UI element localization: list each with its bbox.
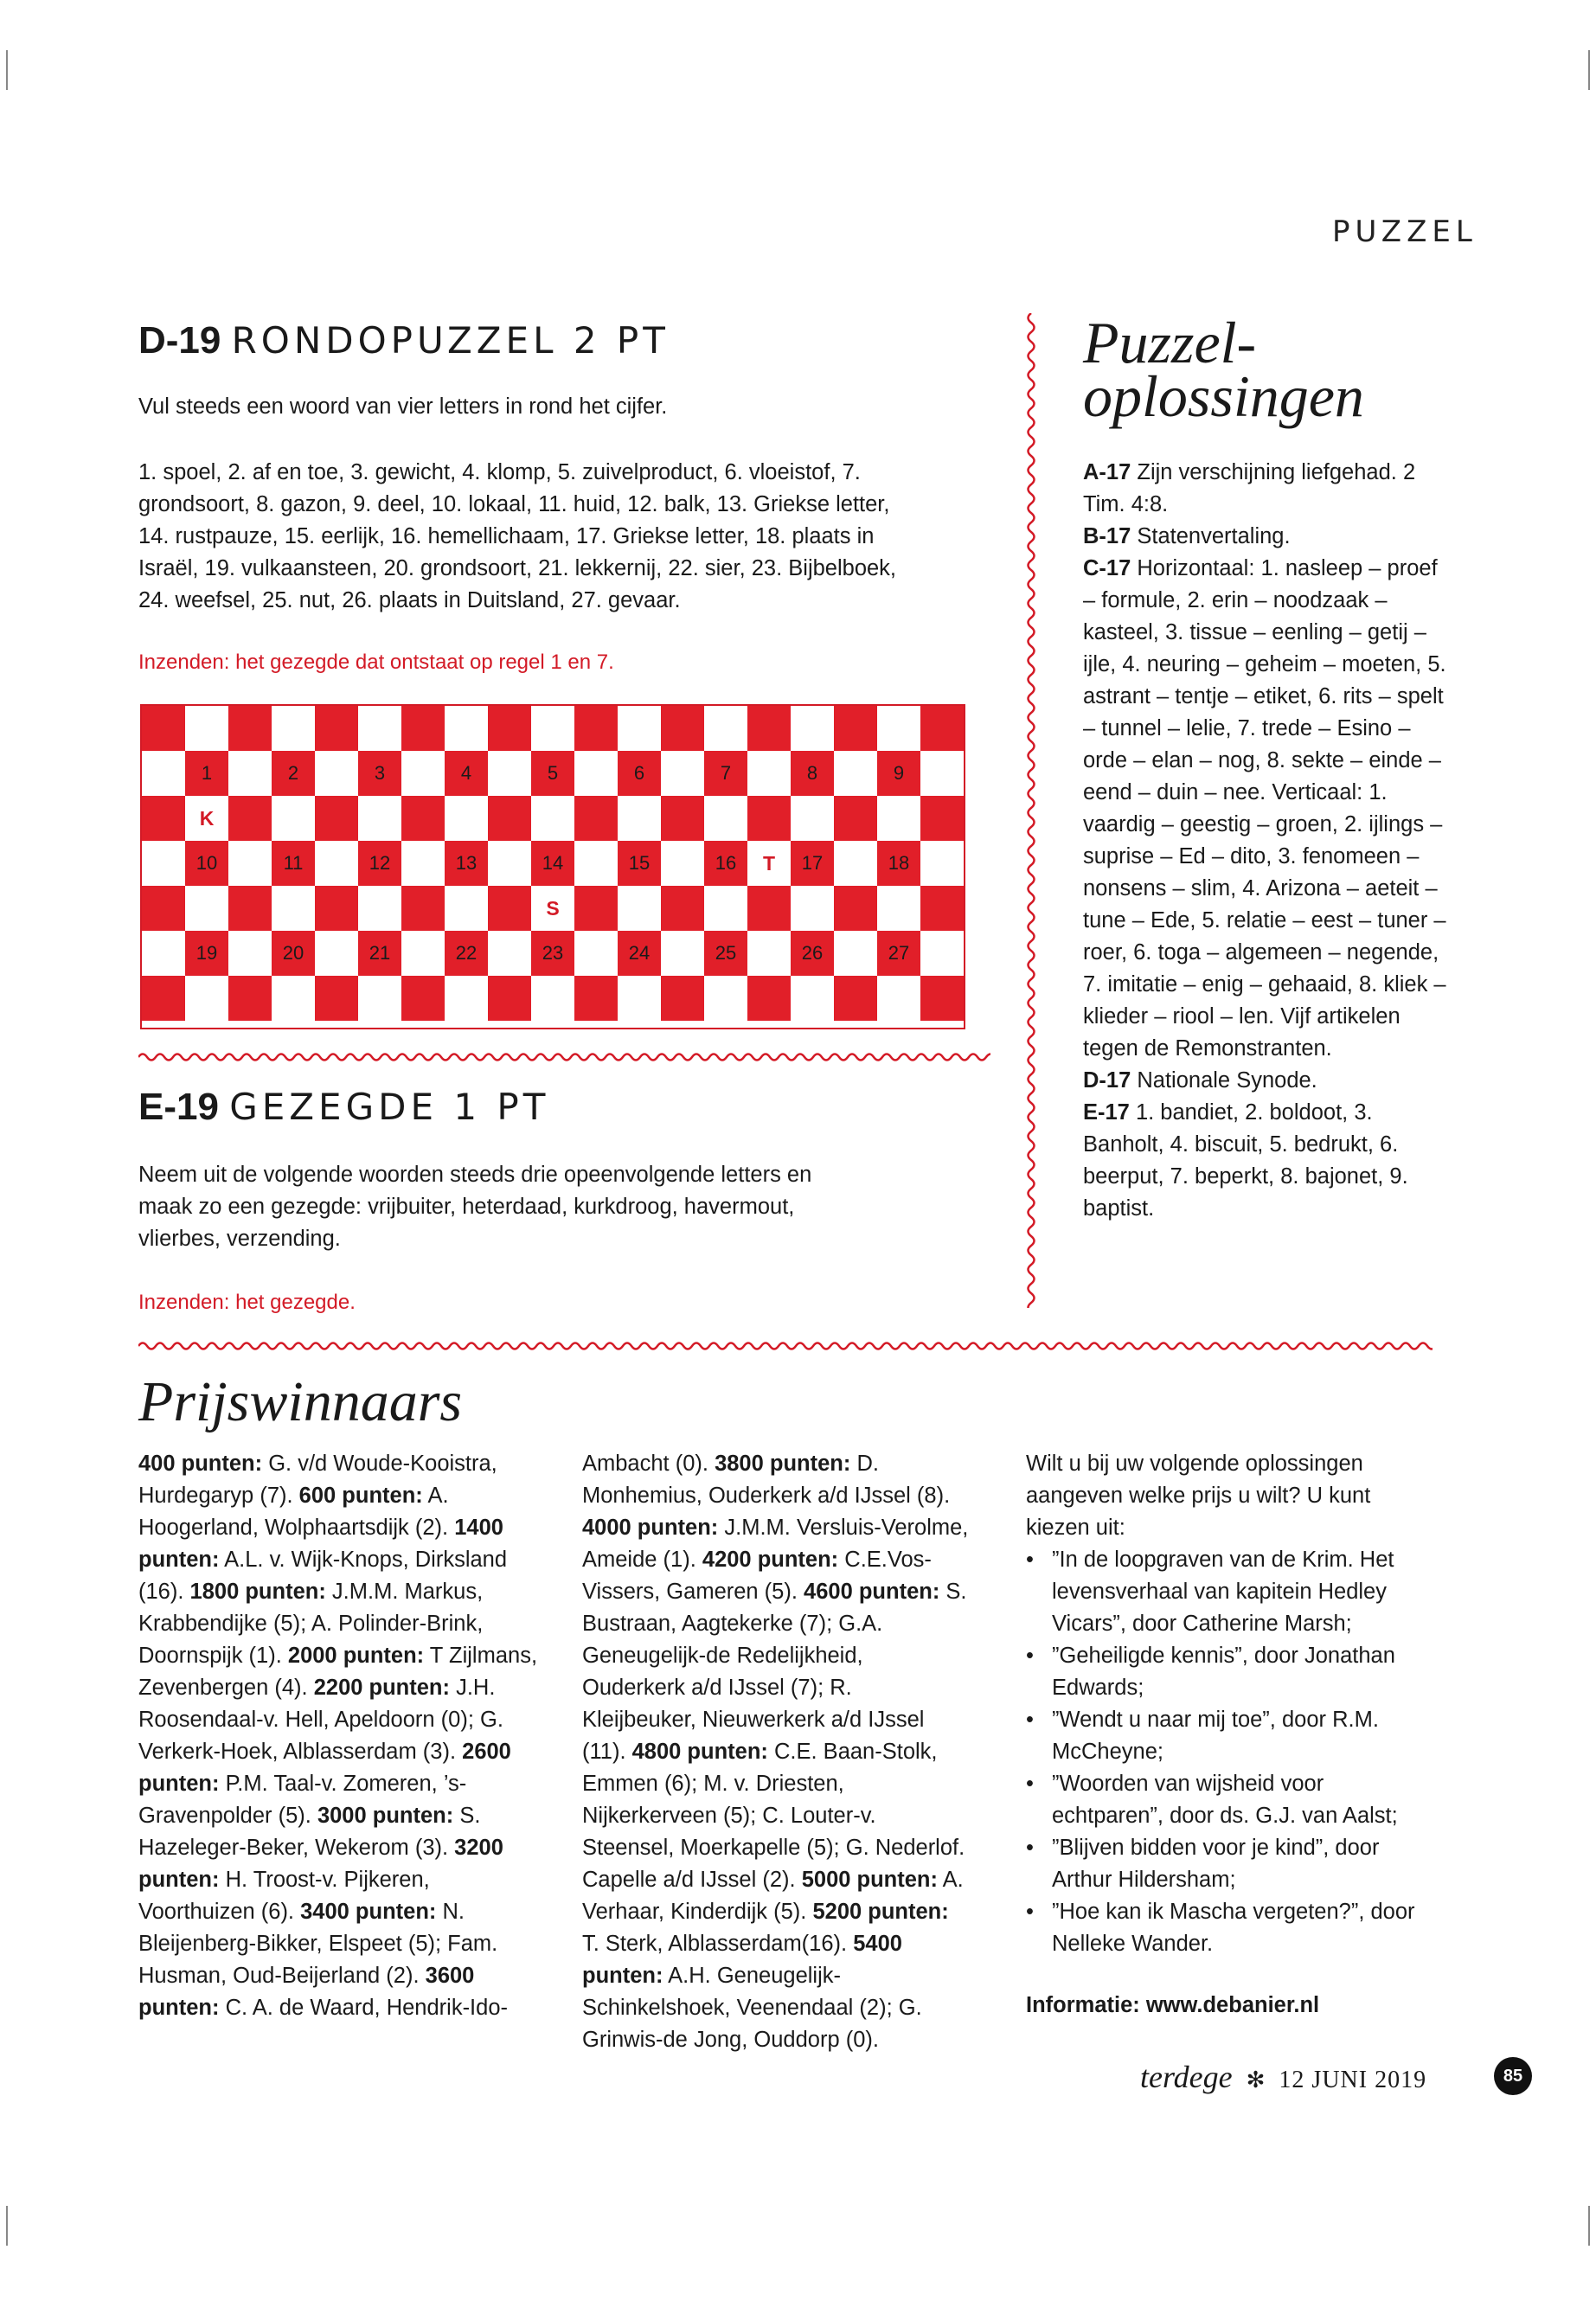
winner-names: C. A. de Waard, Hendrik-Ido- [219,1996,509,2020]
grid-cell [228,751,272,796]
grid-cell [834,976,877,1021]
grid-cell [791,841,834,886]
d19-submit: Inzenden: het gezegde dat ontstaat op regel 1 en 7. [138,651,614,674]
grid-cell [704,751,747,796]
grid-cell [791,931,834,976]
solution-entry [1083,521,1446,553]
solution-code: A-17 [1083,460,1131,484]
winners-heading: Prijswinnaars [138,1370,463,1433]
grid-cell [315,796,358,841]
prize-intro: Wilt u bij uw volgende oplossingen aangeven welke prijs u wilt? U kunt kiezen uit: [1026,1452,1371,1540]
grid-cell [185,886,228,931]
points-label: 1800 punten: [189,1580,326,1604]
crop-mark [6,50,8,90]
grid-cell [618,931,661,976]
grid-cell [445,931,488,976]
grid-number: 8 [806,762,818,784]
grid-cell [661,976,704,1021]
prize-item: • ”In de loopgraven van de Krim. Het levensverhaal van kapitein Hedley Vicars”, door Catherine Marsh; [1026,1544,1433,1640]
grid-number: 25 [715,942,737,964]
grid-number: 4 [460,762,472,784]
grid-number: 1 [201,762,213,784]
points-label: 400 punten: [138,1452,263,1476]
grid-cell [661,706,704,751]
points-label: 2600 punten: [138,1740,511,1796]
grid-cell [445,976,488,1021]
grid-cell [185,931,228,976]
winners-col2 [582,1448,970,2056]
grid-cell [747,886,791,931]
grid-cell [315,841,358,886]
wavy-divider [138,1048,990,1066]
grid-cell [531,931,574,976]
grid-cell [704,706,747,751]
d19-code: D-19 [138,319,221,362]
grid-cell [142,841,185,886]
grid-cell [877,886,920,931]
grid-cell [920,751,964,796]
grid-cell [272,706,315,751]
grid-cell [834,751,877,796]
winner-names: C.E. Baan-Stolk, Emmen (6); M. v. Driesten, Nijkerkerveen (5); C. Louter-v. Steensel, Moerkapelle (5); G. Nederlof. Capelle a/d IJssel (2). [582,1740,965,1892]
grid-number: 15 [628,852,651,874]
grid-cell [618,841,661,886]
grid-cell [618,796,661,841]
grid-cell [704,841,747,886]
solution-text: 1. bandiet, 2. boldoot, 3. Banholt, 4. biscuit, 5. bedrukt, 6. beerput, 7. beperkt, 8. bajonet, 9. baptist. [1083,1100,1408,1221]
e19-title [138,1088,549,1126]
grid-cell [401,976,445,1021]
grid-cell [618,976,661,1021]
grid-cell [618,886,661,931]
e19-line: maak zo een gezegde: vrijbuiter, heterdaad, kurkdroog, havermout, [138,1195,795,1219]
grid-cell [574,796,618,841]
grid-number: 21 [369,942,391,964]
points-label: 4000 punten: [582,1516,719,1540]
winner-names: Ambacht (0). [582,1452,715,1476]
grid-cell [920,706,964,751]
grid-cell [142,751,185,796]
winner-names: H. Troost-v. Pijkeren, Voorthuizen (6). [138,1868,430,1924]
grid-cell [920,796,964,841]
grid-cell [228,976,272,1021]
winner-names: P.M. Taal-v. Zomeren, ’s-Gravenpolder (5). [138,1772,467,1828]
grid-cell [791,751,834,796]
e19-submit: Inzenden: het gezegde. [138,1291,356,1314]
grid-cell [618,706,661,751]
solutions-heading [1083,310,1364,429]
grid-cell [358,751,401,796]
winner-names: T Zijlmans, Zevenbergen (4). [138,1644,538,1700]
grid-cell [747,931,791,976]
grid-cell [920,886,964,931]
winner-names: S. Bustraan, Aagtekerke (7); G.A. Geneugelijk-de Redelijkheid, Ouderkerk a/d IJssel (7); R. Kleijbeuker, Nieuwerkerk a/d IJssel (11). [582,1580,967,1764]
grid-cell [661,886,704,931]
grid-cell [704,976,747,1021]
grid-cell [574,886,618,931]
grid-number: 19 [195,942,218,964]
clue-line: 24. weefsel, 25. nut, 26. plaats in Duitsland, 27. gevaar. [138,588,681,612]
solutions-heading-line1: Puzzel- [1083,310,1257,375]
grid-cell [574,841,618,886]
grid-cell [142,886,185,931]
grid-cell [142,706,185,751]
points-label: 5000 punten: [801,1868,938,1892]
grid-cell [272,751,315,796]
grid-number: 27 [888,942,910,964]
grid-cell [401,706,445,751]
winners-col3 [1026,1448,1433,2022]
grid-cell [877,751,920,796]
grid-cell [877,706,920,751]
grid-cell [488,796,531,841]
solution-text: Nationale Synode. [1131,1068,1317,1093]
grid-cell [228,841,272,886]
grid-cell [445,886,488,931]
crop-mark [1588,50,1590,90]
e19-code: E-19 [138,1086,219,1128]
winner-names: S. Hazeleger-Beker, Wekerom (3). [138,1804,481,1860]
grid-cell [185,796,228,841]
grid-cell [834,841,877,886]
vertical-wavy-divider [1021,313,1042,1308]
grid-number: 12 [369,852,391,874]
info-line: Informatie: www.debanier.nl [1026,1993,1320,2017]
grid-cell [358,841,401,886]
clue-line: 1. spoel, 2. af en toe, 3. gewicht, 4. klomp, 5. zuivelproduct, 6. vloeistof, 7. [138,460,861,484]
prize-item: • ”Hoe kan ik Mascha vergeten?”, door Nelleke Wander. [1026,1896,1433,1960]
solution-text: Zijn verschijning liefgehad. 2 Tim. 4:8. [1083,460,1416,516]
grid-number: 11 [283,852,304,874]
grid-cell [531,841,574,886]
grid-cell [142,796,185,841]
points-label: 2000 punten: [287,1644,425,1668]
winner-names: J.M.M. Versluis-Verolme, Ameide (1). [582,1516,969,1572]
grid-cell [185,841,228,886]
points-label: 600 punten: [298,1484,423,1508]
points-label: 5200 punten: [812,1900,949,1924]
grid-cell [185,751,228,796]
grid-cell [228,706,272,751]
solution-text: Statenvertaling. [1131,524,1291,548]
e19-line: Neem uit de volgende woorden steeds drie opeenvolgende letters en [138,1163,812,1187]
prize-item: • ”Blijven bidden voor je kind”, door Arthur Hildersham; [1026,1832,1433,1896]
grid-cell [574,976,618,1021]
grid-cell [358,706,401,751]
points-label: 3600 punten: [138,1964,475,2020]
grid-cell [704,796,747,841]
footer-brand: terdege [1140,2060,1233,2094]
e19-text [138,1159,1003,1255]
grid-number: 23 [542,942,564,964]
winner-names: A. Verhaar, Kinderdijk (5). [582,1868,964,1924]
grid-number: 2 [287,762,299,784]
grid-cell [661,841,704,886]
asterisk-icon: ✻ [1246,2067,1266,2093]
d19-clues [138,457,1003,617]
winner-names: J.M.M. Markus, Krabbendijke (5); A. Polinder-Brink, Doornspijk (1). [138,1580,484,1668]
d19-instruction: Vul steeds een woord van vier letters in rond het cijfer. [138,394,668,419]
grid-letter: S [546,897,560,920]
grid-cell [747,796,791,841]
grid-cell [920,976,964,1021]
points-label: 5400 punten: [582,1932,902,1988]
grid-cell [488,751,531,796]
grid-cell [228,796,272,841]
winner-names: A.H. Geneugelijk-Schinkelshoek, Veenendaal (2); G. Grinwis-de Jong, Ouddorp (0). [582,1964,922,2052]
solution-code: D-17 [1083,1068,1131,1093]
grid-number: 6 [633,762,645,784]
crop-mark [1588,2206,1590,2246]
solution-code: B-17 [1083,524,1131,548]
grid-cell [877,931,920,976]
prize-item: • ”Geheiligde kennis”, door Jonathan Edwards; [1026,1640,1433,1704]
solution-entry [1083,457,1446,521]
grid-cell [704,886,747,931]
grid-number: 14 [542,852,564,874]
grid-cell [661,751,704,796]
grid-letter: T [762,852,776,875]
prize-list [1026,1544,1433,1960]
grid-number: 7 [720,762,732,784]
grid-cell [401,751,445,796]
grid-cell [401,841,445,886]
grid-cell [488,706,531,751]
winner-names: T. Sterk, Alblasserdam(16). [582,1932,854,1956]
grid-cell [834,706,877,751]
grid-cell [791,706,834,751]
grid-cell [791,976,834,1021]
footer-date: 12 JUNI 2019 [1279,2067,1427,2093]
grid-cell [531,976,574,1021]
grid-cell [531,886,574,931]
grid-number: 18 [888,852,910,874]
solution-code: C-17 [1083,556,1131,580]
solution-entry [1083,1097,1446,1225]
grid-cell [272,841,315,886]
winners-col1 [138,1448,541,2024]
grid-number: 5 [547,762,559,784]
grid-cell [791,886,834,931]
clue-line: Israël, 19. vulkaansteen, 20. grondsoort, 21. lekkernij, 22. sier, 23. Bijbelboek, [138,556,897,580]
solutions-list [1083,457,1446,1225]
points-label: 3000 punten: [317,1804,454,1828]
grid-number: 22 [455,942,478,964]
grid-cell [834,796,877,841]
grid-cell [315,886,358,931]
grid-cell [661,931,704,976]
grid-cell [142,976,185,1021]
grid-cell [531,751,574,796]
grid-cell [272,976,315,1021]
grid-cell [401,796,445,841]
grid-cell [834,931,877,976]
grid-number: 13 [455,852,478,874]
winner-names: J.H. Roosendaal-v. Hell, Apeldoorn (0); G. Verkerk-Hoek, Alblasserdam (3). [138,1676,503,1764]
grid-cell [574,931,618,976]
grid-cell [920,931,964,976]
grid-cell [445,796,488,841]
grid-cell [877,841,920,886]
winner-names: C.E.Vos-Vissers, Gameren (5). [582,1548,932,1604]
grid-cell [142,931,185,976]
grid-cell [401,886,445,931]
grid-cell [531,706,574,751]
footer [1140,2059,1426,2095]
points-label: 4800 punten: [631,1740,768,1764]
grid-cell [747,976,791,1021]
grid-number: 20 [282,942,304,964]
points-label: 3800 punten: [715,1452,851,1476]
grid-cell [488,886,531,931]
winner-names: A. Hoogerland, Wolphaartsdijk (2). [138,1484,455,1540]
grid-cell [185,706,228,751]
points-label: 3400 punten: [300,1900,437,1924]
grid-cell [358,886,401,931]
grid-cell [791,796,834,841]
winner-names: D. Monhemius, Ouderkerk a/d IJssel (8). [582,1452,951,1508]
grid-cell [358,976,401,1021]
solution-entry [1083,553,1446,1065]
winner-names: N. Bleijenberg-Bikker, Elspeet (5); Fam. Husman, Oud-Beijerland (2). [138,1900,498,1988]
points-label: 3200 punten: [138,1836,503,1892]
rondo-grid [140,704,965,1029]
prize-item: • ”Wendt u naar mij toe”, door R.M. McCheyne; [1026,1704,1433,1768]
grid-cell [618,751,661,796]
grid-cell [747,751,791,796]
grid-cell [661,796,704,841]
grid-cell [358,931,401,976]
grid-cell [531,796,574,841]
prize-item: • ”Woorden van wijsheid voor echtparen”, door ds. G.J. van Aalst; [1026,1768,1433,1832]
grid-cell [315,706,358,751]
winner-names: A.L. v. Wijk-Knops, Dirksland (16). [138,1548,508,1604]
grid-cell [272,931,315,976]
grid-number: 3 [374,762,386,784]
grid-cell [401,931,445,976]
grid-cell [315,976,358,1021]
grid-cell [228,931,272,976]
grid-cell [315,751,358,796]
grid-cell [574,751,618,796]
grid-cell [877,976,920,1021]
grid-cell [445,706,488,751]
grid-cell [920,841,964,886]
grid-cell [488,841,531,886]
d19-title [138,319,670,362]
grid-cell [272,886,315,931]
d19-name: RONDOPUZZEL 2 PT [231,319,670,362]
solution-entry [1083,1065,1446,1097]
section-label: PUZZEL [1332,215,1477,249]
solution-code: E-17 [1083,1100,1130,1125]
solution-text: Horizontaal: 1. nasleep – proef – formule, 2. erin – noodzaak – kasteel, 3. tissue – eenling – getij – ijle, 4. neuring – geheim – moeten, 5. astrant – tentje – etiket, 6. rits – spelt – tunnel – lelie, 7. trede – Esino – orde – elan – nog, 8. sekte – einde – eend – duin – nee. Verticaal: 1. vaardig – geestig – groen, 2. ijlings – suprise – Ed – dito, 3. fenomeen – nonsens – slim, 4. Arizona – aeteit – tune – Ede, 5. relatie – eest – tuner – roer, 6. toga – algemeen – negende, 7. imitatie – enig – gehaaid, 8. kliek – klieder – riool – len. Vijf artikelen tegen de Remonstranten. [1083,556,1446,1061]
wavy-divider [138,1337,1433,1355]
grid-cell [445,751,488,796]
grid-cell [358,796,401,841]
e19-line: vlierbes, verzending. [138,1227,341,1251]
grid-letter: K [199,807,215,830]
winner-names: G. v/d Woude-Kooistra, Hurdegaryp (7). [138,1452,497,1508]
grid-number: 16 [715,852,737,874]
grid-number: 10 [195,852,218,874]
grid-cell [228,886,272,931]
grid-cell [488,976,531,1021]
e19-name: GEZEGDE 1 PT [229,1086,550,1128]
points-label: 1400 punten: [138,1516,503,1572]
clue-line: grondsoort, 8. gazon, 9. deel, 10. lokaal, 11. huid, 12. balk, 13. Griekse letter, [138,492,890,516]
grid-cell [315,931,358,976]
page-number: 85 [1494,2057,1532,2095]
points-label: 4200 punten: [702,1548,839,1572]
grid-cell [877,796,920,841]
grid-cell [445,841,488,886]
grid-number: 9 [893,762,905,784]
grid-cell [185,976,228,1021]
clue-line: 14. rustpauze, 15. eerlijk, 16. hemellichaam, 17. Griekse letter, 18. plaats in [138,524,875,548]
grid-cell [747,706,791,751]
grid-number: 17 [801,852,824,874]
points-label: 2200 punten: [313,1676,450,1700]
grid-cell [488,931,531,976]
grid-number: 24 [628,942,651,964]
grid-cell [704,931,747,976]
crop-mark [6,2206,8,2246]
grid-cell [574,706,618,751]
grid-cell [272,796,315,841]
points-label: 4600 punten: [804,1580,940,1604]
grid-cell [834,886,877,931]
grid-cell [747,841,791,886]
grid-number: 26 [801,942,824,964]
solutions-heading-line2: oplossingen [1083,363,1364,429]
